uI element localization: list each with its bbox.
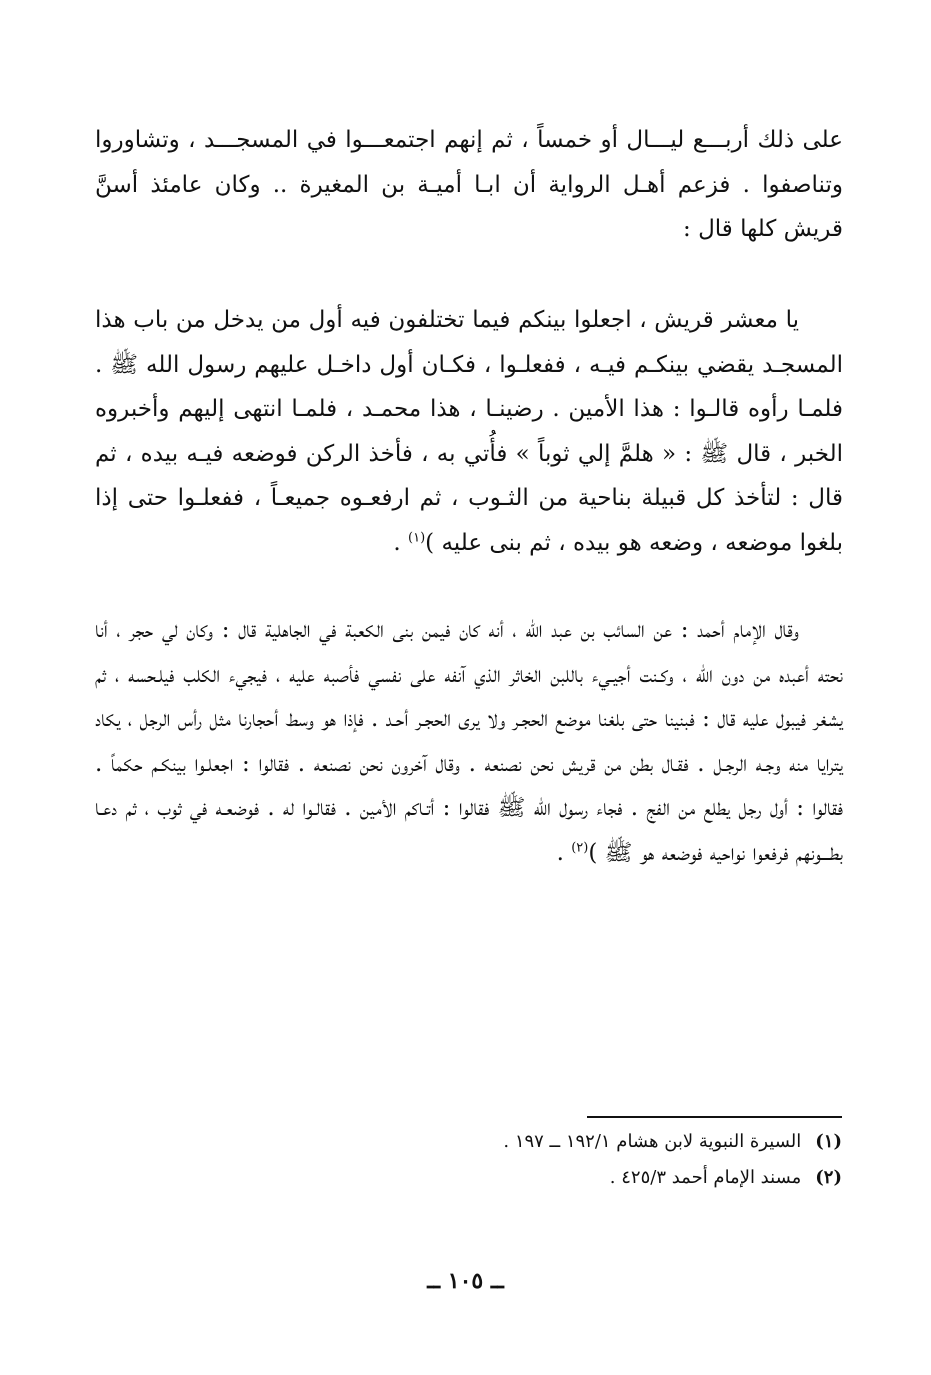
paragraph-2-end: .	[393, 529, 409, 556]
paragraph-1	[95, 118, 843, 252]
footnote-ref-1[interactable]: (١)	[408, 529, 426, 545]
footnote-1-text: السيرة النبوية لابن هشام ١٩٢/١ ــ ١٩٧ .	[503, 1131, 802, 1152]
footnote-divider	[587, 1116, 842, 1118]
footnote-2	[300, 1160, 842, 1196]
paragraph-2-text: يا معشر قريش ، اجعلوا بينكم فيما تختلفون فيه أول من يدخل من باب هذا المسجـد يقضي بينكـم فيـه ، ففعلـوا ، فكـان أول داخـل عليهم رسول الله ﷺ . فلمـا رأوه قالـوا : هذا الأمين . رضينـا ، هذا محمـد ، فلمـا انتهى إليهم وأخبروه الخبر ، قال ﷺ : « هلمَّ إلي ثوباً » فأُتي به ، فأخذ الركن فوضعه فيـه بيده ، ثم قال : لتأخذ كل قبيلة بناحية من الثـوب ، ثم ارفعـوه جميعـاً ، ففعلـوا حتى إذا بلغوا موضعه ، وضعه هو بيده ، ثم بنى عليه )	[95, 307, 843, 556]
paragraph-3-text: وقال الإمام أحمد : عن السائب بن عبد الله ، أنه كان فيمن بنى الكعبة في الجاهلية قال : وكان لي حجر ، أنا نحته أعبده من دون الله ، وكـنت أجيـيء باللبن الخاثر الذي آنفه على نفسي فأصبه عليه ، فيجيء الكلب فيلـحسه ، ثم يشغر فيبول عليه قال : فبنينا حتى بلغنا موضع الحجـر ولا يرى الحجـر أحـد . فإذا هو وسط أحجارنا مثل رأس الرجل ، يكاد يترايا منه وجـه الرجـل . فقـال بطن من قريش نحن نصنعه . وقال آخرون نحن نصنعه . فقالوا : اجعلـوا بينكـم حكماً . فقالوا : أول رجل يطلع من الفج . فجاء رسول الله ﷺ فقالوا : أتـاكم الأمين . فقالـوا له . فوضعـه في ثوب ، ثم دعـا بطـــونهم فرفعوا نواحيه فوضعه هو ﷺ )	[95, 617, 843, 866]
footnote-1-marker: (١)	[815, 1131, 842, 1152]
footnote-ref-2[interactable]: (٢)	[571, 839, 589, 855]
footnote-2-marker: (٢)	[815, 1167, 842, 1188]
paragraph-3-end: .	[556, 839, 572, 866]
footnotes	[300, 1124, 842, 1196]
footnote-2-text: مسند الإمام أحمد ٤٢٥/٣ .	[609, 1167, 802, 1188]
footnote-1	[300, 1124, 842, 1160]
paragraph-2-body	[95, 298, 843, 565]
paragraph-3	[95, 608, 843, 875]
paragraph-3-body	[95, 608, 843, 875]
paragraph-2	[95, 298, 843, 565]
page-number: ــ ١٠٥ ــ	[427, 1268, 504, 1294]
paragraph-1-text: على ذلك أربـــع ليـــال أو خمساً ، ثم إنهم اجتمعـــوا في المسجـــد ، وتشاوروا وتناصفوا . فزعم أهـل الرواية أن ابـا أميـة بن المغيرة .. وكان عامئذ أسنَّ قريش كلها قال :	[95, 127, 843, 242]
